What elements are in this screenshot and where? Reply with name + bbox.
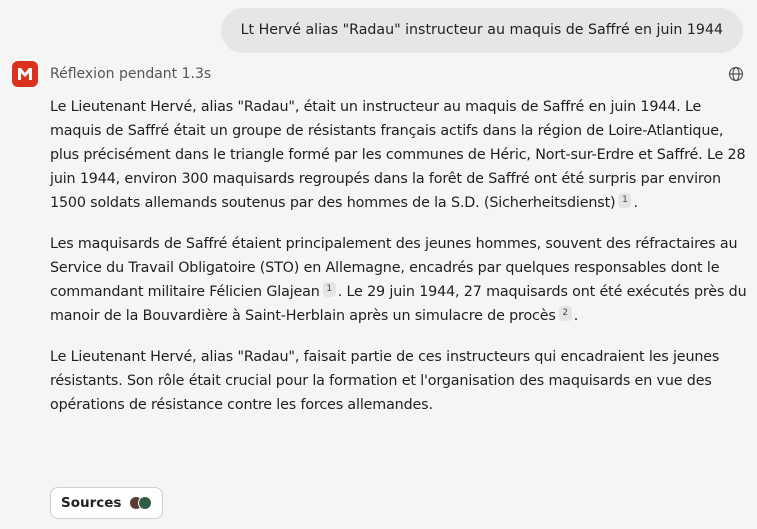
paragraph-text: Les maquisards de Saffré étaient principalement des jeunes hommes, souvent des réfractaires au Service du Travail Obligatoire (STO) en Allemagne, encadrés par quelques responsables dont le commandant militaire Félicien Glajean	[50, 236, 738, 300]
user-message-row	[221, 8, 743, 53]
paragraph-text: Le Lieutenant Hervé, alias "Radau", était un instructeur au maquis de Saffré en juin 1944. Le maquis de Saffré était un groupe de résistants français actifs dans la région de Loire-Atlantique, plus précisément dans le triangle formé par les communes de Héric, Nort-sur-Erdre et Saffré. Le 28 juin 1944, environ 300 maquisards regroupés dans la forêt de Saffré ont été surpris par environ 1500 soldats allemands soutenus par des hommes de la S.D. (Sicherheitsdienst)	[50, 99, 746, 211]
paragraph-text: Le Lieutenant Hervé, alias "Radau", faisait partie de ces instructeurs qui encadraient les jeunes résistants. Son rôle était crucial pour la formation et l'organisation des maquisards en vue des opérations de résistance contre les forces allemandes.	[50, 349, 720, 413]
paragraph-end: .	[633, 195, 638, 211]
response-paragraph-1	[50, 95, 750, 215]
user-message-bubble: Lt Hervé alias "Radau" instructeur au maquis de Saffré en juin 1944	[221, 8, 743, 53]
assistant-response	[50, 95, 750, 434]
reflection-status[interactable]: Réflexion pendant 1.3s	[50, 66, 212, 82]
paragraph-text: . Le 29 juin 1944, 27 maquisards ont été exécutés près du manoir de la Bouvardière à Saint-Herblain après un simulacre de procès	[50, 284, 747, 324]
assistant-header	[12, 60, 745, 88]
source-favicon-icon	[138, 496, 152, 510]
source-favicons	[129, 496, 152, 510]
paragraph-end: .	[573, 308, 579, 324]
response-paragraph-3	[50, 345, 750, 417]
response-paragraph-2	[50, 232, 750, 328]
sources-label: Sources	[61, 495, 122, 511]
citation-badge[interactable]: 1	[618, 193, 631, 208]
citation-badge[interactable]: 2	[559, 306, 572, 321]
citation-badge[interactable]: 1	[323, 282, 336, 297]
globe-icon[interactable]	[727, 65, 745, 83]
assistant-logo-icon	[12, 61, 38, 87]
sources-button[interactable]	[50, 487, 163, 519]
